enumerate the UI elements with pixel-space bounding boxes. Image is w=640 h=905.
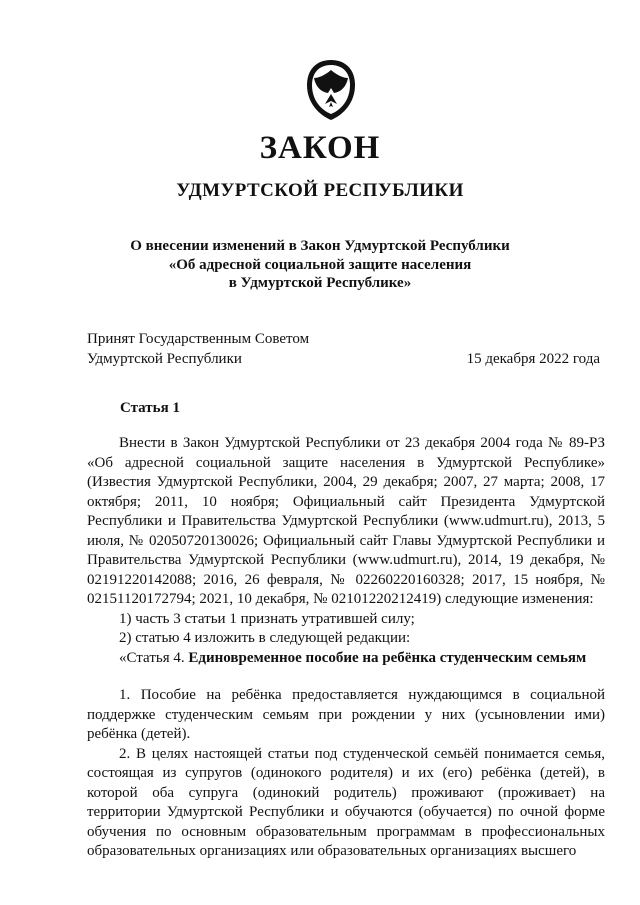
article-4-prefix: «Статья 4. (119, 649, 185, 666)
law-name-line: «Об адресной социальной защите населения (168, 256, 472, 273)
document-title: ЗАКОН (259, 130, 381, 166)
law-name (0, 237, 640, 293)
adopted-by-line: Принят Государственным Советом (87, 331, 310, 347)
adoption-date: 15 декабря 2022 года (466, 351, 600, 367)
intro-paragraph: Внести в Закон Удмуртской Республики от 23 декабря 2004 года № 89-РЗ «Об адресной социальной защите населения в Удмуртской Республике» (Известия Удмуртской Республики, 2004, 29 декабря; 2007, 27 марта; 2008, 17 октября; 2011, 10 ноября; Официальный сайт Президента Удмуртской Республики и Правительства Удмуртской Республики (www.udmurt.ru), 2013, 5 июля, № 02050720130026; Официальный сайт Главы Удмуртской Республики и Правительства Удмуртской Республики (www.udmurt.ru), 2014, 19 декабря, № 02191220142088; 2016, 26 февраля, № 02260220160328; 2017, 15 ноября, № 02151120172794; 2021, 10 декабря, № 02101220212419) следующие изменения: (87, 435, 605, 607)
article-point: 1. Пособие на ребёнка предоставляется нуждающимся в социальной поддержке студенческим семьям при рождении у них (усыновлении ими) ребёнка (детей). (87, 687, 605, 742)
document-subtitle: УДМУРТСКОЙ РЕСПУБЛИКИ (176, 180, 464, 201)
amendment-item: 2) статью 4 изложить в следующей редакции: (119, 630, 411, 646)
adopted-by-line: Удмуртской Республики (87, 351, 242, 367)
document-body (87, 434, 605, 862)
article-heading: Статья 1 (120, 400, 180, 416)
article-4-heading (87, 649, 605, 669)
amendment-item: 1) часть 3 статьи 1 признать утратившей силу; (119, 610, 415, 627)
law-name-line: в Удмуртской Республике» (228, 275, 412, 291)
article-point: 2. В целях настоящей статьи под студенческой семьёй понимается семья, состоящая из супругов (одинокого родителя) и их (его) ребёнка (детей), в которой оба супруга (одинокий родитель) проживают (проживает) на территории Удмуртской Республики и обучаются (обучается) по очной форме обучения по основным образовательным программам в профессиональных образовательных организациях или образовательных организациях высшего (87, 745, 605, 859)
law-name-line: О внесении изменений в Закон Удмуртской Республики (130, 238, 510, 254)
article-4-title: Единовременное пособие на ребёнка студенческим семьям (188, 649, 587, 666)
adoption-block (87, 329, 600, 369)
coat-of-arms-icon (304, 58, 358, 122)
